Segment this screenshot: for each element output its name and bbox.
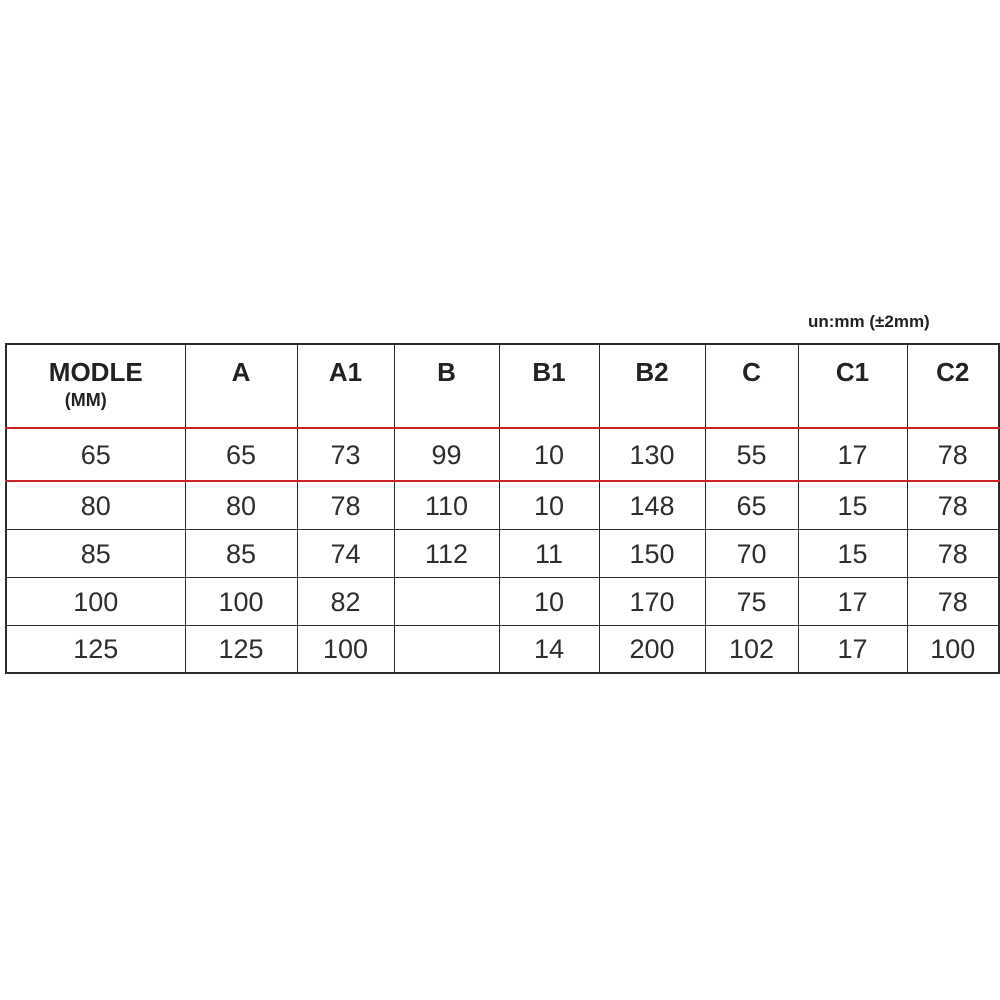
table-cell: 148 xyxy=(599,481,705,529)
header-cell: C xyxy=(705,344,798,428)
table-cell: 125 xyxy=(73,634,119,665)
table-cell: 100 xyxy=(6,577,185,625)
table-cell: 150 xyxy=(599,529,705,577)
spec-table xyxy=(5,343,1000,674)
model-unit-label: (MM) xyxy=(64,390,107,410)
table-cell: 70 xyxy=(705,529,798,577)
table-cell: 78 xyxy=(907,481,999,529)
table-cell: 10 xyxy=(499,481,599,529)
header-row xyxy=(6,344,999,428)
table-cell: 74 xyxy=(297,529,394,577)
table-cell: 55 xyxy=(705,428,798,481)
table-cell: 102 xyxy=(705,625,798,673)
table-cell: 82 xyxy=(297,577,394,625)
table-cell: 15 xyxy=(798,481,907,529)
table-cell: 78 xyxy=(907,577,999,625)
table-cell: 65 xyxy=(6,428,185,481)
table-cell: 85 xyxy=(6,529,185,577)
header-cell: A xyxy=(185,344,297,428)
table-row xyxy=(6,481,999,529)
table-cell: 125 xyxy=(185,625,297,673)
table-cell: 17 xyxy=(798,625,907,673)
table-cell: 17 xyxy=(798,577,907,625)
table-cell: 75 xyxy=(705,577,798,625)
table-cell: 17 xyxy=(798,428,907,481)
model-label: MODLE xyxy=(48,357,143,387)
table-cell: 15 xyxy=(798,529,907,577)
header-cell: C2 xyxy=(907,344,999,428)
table-row xyxy=(6,428,999,481)
table-cell: 112 xyxy=(394,529,499,577)
table-cell: 10 xyxy=(499,577,599,625)
header-cell: B1 xyxy=(499,344,599,428)
table-cell xyxy=(394,625,499,673)
table-cell: 10 xyxy=(499,428,599,481)
table-cell: 170 xyxy=(599,577,705,625)
table-cell: 65 xyxy=(705,481,798,529)
table-cell: 80 xyxy=(6,481,185,529)
table-row xyxy=(6,577,999,625)
table-row xyxy=(6,529,999,577)
table-cell: 80 xyxy=(185,481,297,529)
table-cell: 100 xyxy=(907,625,999,673)
table-cell: 65 xyxy=(185,428,297,481)
table-row xyxy=(6,625,999,673)
table-cell xyxy=(394,577,499,625)
table-cell: 78 xyxy=(907,529,999,577)
table-cell: 100 xyxy=(185,577,297,625)
header-cell: C1 xyxy=(798,344,907,428)
table-cell: 100 xyxy=(297,625,394,673)
table-cell: 85 xyxy=(185,529,297,577)
header-cell: A1 xyxy=(297,344,394,428)
table-cell: 14 xyxy=(499,625,599,673)
header-cell: B2 xyxy=(599,344,705,428)
table-cell: 11 xyxy=(499,529,599,577)
header-cell-model xyxy=(6,344,185,428)
table-cell: 73 xyxy=(297,428,394,481)
table-cell: 200 xyxy=(599,625,705,673)
table-cell: 78 xyxy=(297,481,394,529)
table-cell: 110 xyxy=(394,481,499,529)
header-cell: B xyxy=(394,344,499,428)
unit-note: un:mm (±2mm) xyxy=(808,312,930,331)
table-cell: 99 xyxy=(394,428,499,481)
table-cell: 78 xyxy=(907,428,999,481)
table-cell: 130 xyxy=(599,428,705,481)
